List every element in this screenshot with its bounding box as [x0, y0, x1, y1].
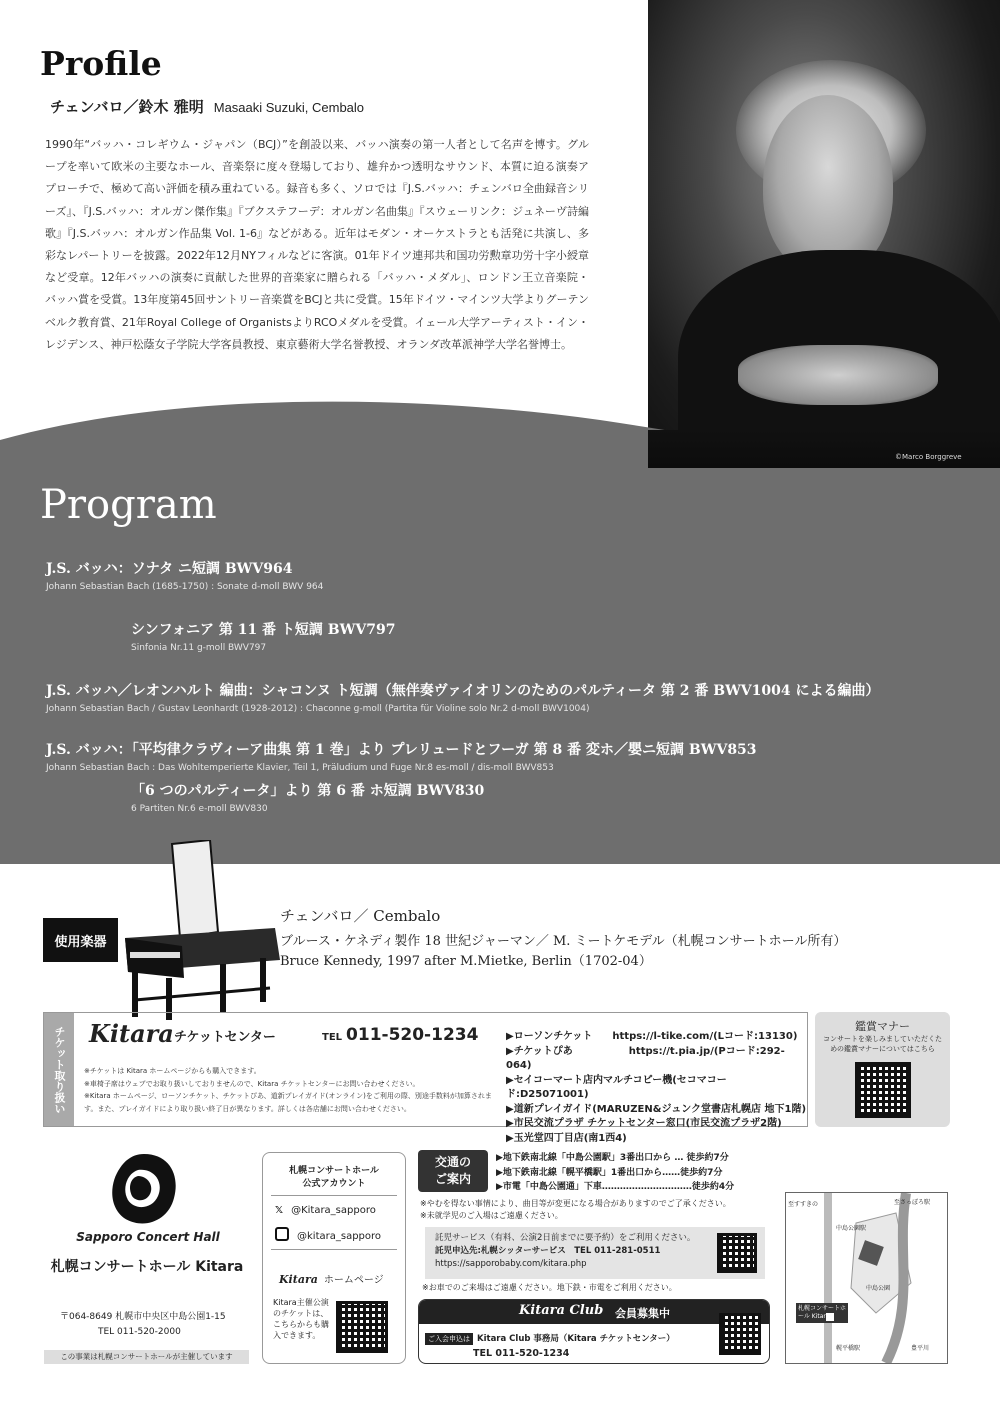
program-item: [46, 680, 880, 714]
access-note: ※未就学児のご入場はご遠慮ください。: [420, 1210, 563, 1220]
nursery-box: [425, 1227, 765, 1279]
instagram-handle: @kitara_sapporo: [297, 1231, 382, 1242]
kitara-club-box: [418, 1299, 770, 1364]
homepage-text: ホームページ: [323, 1275, 384, 1286]
manner-title: 鑑賞マナー: [855, 1020, 910, 1033]
club-office: Kitara Club 事務局（Kitara チケットセンター）: [477, 1334, 675, 1344]
x-icon: 𝕏: [275, 1205, 284, 1216]
ticket-note: ※Kitara ホームページ、ローソンチケット、チケットぴあ、道新プレイガイド(オンライン)をご利用の際、別途手数料が加算されます。また、プレイガイドにより取り扱い終了日が異なります。詳しくは各店舗にお問い合わせください。: [84, 1092, 492, 1113]
homepage-description: Kitara主催公演のチケットは、こちらからも購入できます。: [273, 1298, 329, 1340]
access-tag-line: 交通の: [434, 1155, 471, 1169]
ticket-outlet: ▶玉光堂四丁目店(南1西4): [506, 1132, 627, 1144]
access-notes: [420, 1198, 731, 1221]
club-tel[interactable]: TEL 011-520-1234: [473, 1348, 570, 1359]
sns-instagram-link[interactable]: [275, 1227, 381, 1242]
sns-title: 札幌コンサートホール 公式アカウント: [289, 1166, 379, 1189]
program-item: [46, 558, 323, 592]
no-car-note: ※お車でのご来場はご遠慮ください。地下鉄・市電をご利用ください。: [422, 1283, 677, 1292]
program-heading: Program: [40, 482, 217, 528]
ticket-tel[interactable]: [322, 1025, 478, 1045]
outlet-url[interactable]: https://t.pia.jp/(Pコード:292-064): [506, 1045, 785, 1071]
x-handle: @Kitara_sapporo: [291, 1205, 376, 1216]
nursery-link[interactable]: https://sapporobaby.com/kitara.php: [435, 1259, 587, 1269]
ticket-notes: [84, 1065, 504, 1115]
program-item: [46, 739, 757, 773]
map-label: 中島公園駅: [836, 1225, 867, 1232]
portrait-photo: [648, 0, 1000, 468]
hall-address: 〒064-8649 札幌市中央区中島公園1-15: [60, 1312, 226, 1322]
nursery-qr-code[interactable]: [717, 1233, 757, 1273]
sns-x-link[interactable]: [275, 1205, 376, 1216]
program-item-subtitle: Johann Sebastian Bach / Gustav Leonhardt (1928-2012) : Chaconne g-moll (Partita für Violine solo Nr.2 d-moll BWV1004): [46, 704, 590, 714]
ticket-note: ※車椅子席はウェブでお取り扱いしておりませんので、Kitara チケットセンターにお問い合わせください。: [84, 1079, 420, 1088]
nursery-line: 託児サービス（有料、公演2日前までに要予約）をご利用ください。: [435, 1233, 696, 1243]
homepage-label: [279, 1271, 384, 1286]
ticket-center-label: チケットセンター: [174, 1030, 276, 1045]
outlet-name: ▶ローソンチケット: [506, 1031, 593, 1042]
performer-name-ja: チェンバロ／鈴木 雅明: [50, 98, 204, 116]
map-drawing: [786, 1193, 947, 1363]
instagram-icon: [275, 1227, 289, 1241]
access-tag: [418, 1150, 488, 1192]
program-item: [131, 780, 484, 814]
sns-divider: [271, 1195, 397, 1196]
ticket-brand: Kitara: [89, 1019, 174, 1048]
club-brand: Kitara Club: [519, 1303, 604, 1318]
hall-name-ja: 札幌コンサートホール Kitara: [50, 1259, 244, 1275]
access-note: ※やむを得ない事情により、曲目等が変更になる場合がありますのでご了承ください。: [420, 1199, 731, 1208]
access-route: ▶市電「中島公園通」下車…………………………徒歩約4分: [496, 1182, 735, 1192]
program-item-title: 「6 つのパルティータ」より 第 6 番 ホ短調 BWV830: [131, 783, 485, 799]
program-item: [131, 619, 395, 653]
access-routes: [496, 1151, 734, 1195]
ticket-outlet: ▶セイコーマート店内マルチコピー機(セコマコード:D25071001): [506, 1074, 727, 1100]
ticket-outlet: ▶市民交流プラザ チケットセンター窓口(市民交流プラザ2階): [506, 1118, 782, 1129]
instrument-tag: 使用楽器: [43, 918, 118, 962]
kitara-logo-icon: [108, 1152, 180, 1228]
instrument-title: チェンバロ／ Cembalo: [280, 907, 441, 925]
ticket-outlets: [506, 1030, 807, 1146]
harpsichord-illustration: [110, 840, 285, 1025]
map-label: 幌平橋駅: [836, 1345, 861, 1352]
profile-heading: Profile: [40, 44, 162, 83]
access-map: [785, 1192, 948, 1364]
program-item-subtitle: Sinfonia Nr.11 g-moll BWV797: [131, 643, 267, 653]
photo-credit: ©Marco Borggreve: [895, 453, 962, 461]
ticket-tel-label: TEL: [322, 1032, 343, 1043]
access-route: ▶地下鉄南北線「幌平橋駅」1番出口から……徒歩約7分: [496, 1167, 723, 1178]
manner-box: [815, 1012, 950, 1127]
sns-box: [262, 1152, 406, 1364]
ticket-side-label: チケット取り扱い: [44, 1013, 74, 1126]
homepage-qr-code[interactable]: [336, 1301, 388, 1353]
instrument-detail-ja: ブルース・ケネディ製作 18 世紀ジャーマン／ M. ミートケモデル（札幌コンサートホール所有）: [280, 934, 847, 949]
club-recruit: 会員募集中: [615, 1307, 670, 1320]
hall-name-en: Sapporo Concert Hall: [76, 1230, 220, 1244]
program-item-title: J.S. バッハ：ソナタ ニ短調 BWV964: [46, 561, 293, 577]
manner-text: コンサートを楽しみましていただくための鑑賞マナーについてはこちら: [823, 1035, 942, 1053]
program-item-subtitle: Johann Sebastian Bach (1685-1750) : Sonate d-moll BWV 964: [46, 582, 324, 592]
program-item-subtitle: 6 Partiten Nr.6 e-moll BWV830: [131, 804, 268, 814]
club-header: [419, 1300, 770, 1324]
map-label: 豊平川: [911, 1345, 930, 1352]
outlet-url[interactable]: https://l-tike.com/(Lコード:13130): [612, 1031, 798, 1042]
nursery-text: [435, 1232, 695, 1271]
access-tag-line: ご案内: [434, 1172, 471, 1186]
ticket-outlet[interactable]: [506, 1045, 807, 1074]
ticket-box: [43, 1012, 808, 1144]
sns-divider: [271, 1249, 397, 1250]
nursery-line: 託児申込先:札幌シッターサービス TEL 011-281-0511: [435, 1246, 661, 1256]
hall-tel: TEL 011-520-2000: [98, 1327, 181, 1337]
ticket-note: ※チケットは Kitara ホームページからも購入できます。: [84, 1067, 261, 1075]
map-label: 至さっぽろ駅: [894, 1199, 931, 1206]
map-label: 中島公園: [866, 1285, 891, 1292]
performer-name-en: Masaaki Suzuki, Cembalo: [213, 100, 365, 115]
program-item-title: シンフォニア 第 11 番 ト短調 BWV797: [131, 622, 396, 638]
club-apply-label: ご入会申込は: [425, 1333, 473, 1345]
ticket-outlet[interactable]: [506, 1030, 807, 1045]
manner-qr-code[interactable]: [855, 1062, 911, 1118]
map-label: 至すすきの: [788, 1201, 819, 1208]
photo-bottom: [648, 430, 1000, 468]
program-item-subtitle: Johann Sebastian Bach : Das Wohltemperierte Klavier, Teil 1, Präludium und Fuge Nr.8 es-moll / dis-moll BWV853: [46, 763, 554, 773]
host-note: この事業は札幌コンサートホールが主催しています: [44, 1350, 249, 1364]
program-item-title: J.S. バッハ／レオンハルト 編曲：シャコンヌ ト短調（無伴奏ヴァイオリンのためのパルティータ 第 2 番 BWV1004 による編曲）: [46, 683, 880, 699]
program-item-title: J.S. バッハ：「平均律クラヴィーア曲集 第 1 巻」より プレリュードとフーガ 第 8 番 変ホ／嬰ニ短調 BWV853: [46, 742, 757, 758]
instrument-detail-en: Bruce Kennedy, 1997 after M.Mietke, Berlin（1702-04）: [280, 954, 652, 969]
homepage-brand: Kitara: [279, 1273, 318, 1286]
access-route: ▶地下鉄南北線「中島公園駅」3番出口から … 徒歩約7分: [496, 1153, 729, 1163]
performer-name: [50, 96, 364, 117]
map-hall-label: 札幌コンサートホール Kitara: [798, 1305, 847, 1320]
ticket-tel-number: 011-520-1234: [346, 1025, 479, 1045]
profile-bio: 1990年“バッハ・コレギウム・ジャパン（BCJ）”を創設以来、バッハ演奏の第一人者として名声を博す。グループを率いて欧米の主要なホール、音楽祭に度々登場しており、雄弁かつ透明なサウンド、本質に迫る演奏アプローチで、極めて高い評価を積み重ねている。録音も多く、ソロでは『J.S.バッハ：チェンバロ全曲録音シリーズ』、『J.S.バッハ：オルガン傑作集』『ブクステフーデ：オルガン名曲集』『スウェーリンク：ジュネーヴ詩編歌』『J.S.バッハ：オルガン作品集 Vol. 1-6』などがある。近年はモダン・オーケストラとも活発に共演し、多彩なレパートリーを披露。2022年12月NYフィルなどに客演。01年ドイツ連邦共和国功労勲章功労十字小綬章など受章。12年バッハの演奏に貢献した世界的音楽家に贈られる「バッハ・メダル」、ロンドン王立音楽院・バッハ賞を受賞。13年度第45回サントリー音楽賞をBCJと共に受賞。15年ドイツ・マインツ大学よりグーテンベルク教育賞、21年Royal College of OrganistsよりRCOメダルを受賞。イェール大学アーティスト・イン・レジデンス、神戸松蔭女子学院大学客員教授、東京藝術大学名誉教授、オランダ改革派神学大学名誉博士。: [45, 138, 589, 351]
ticket-outlet: ▶道新プレイガイド(MARUZEN&ジュンク堂書店札幌店 地下1階): [506, 1103, 807, 1115]
outlet-name: ▶チケットぴあ: [506, 1045, 573, 1057]
club-qr-code[interactable]: [719, 1313, 761, 1355]
